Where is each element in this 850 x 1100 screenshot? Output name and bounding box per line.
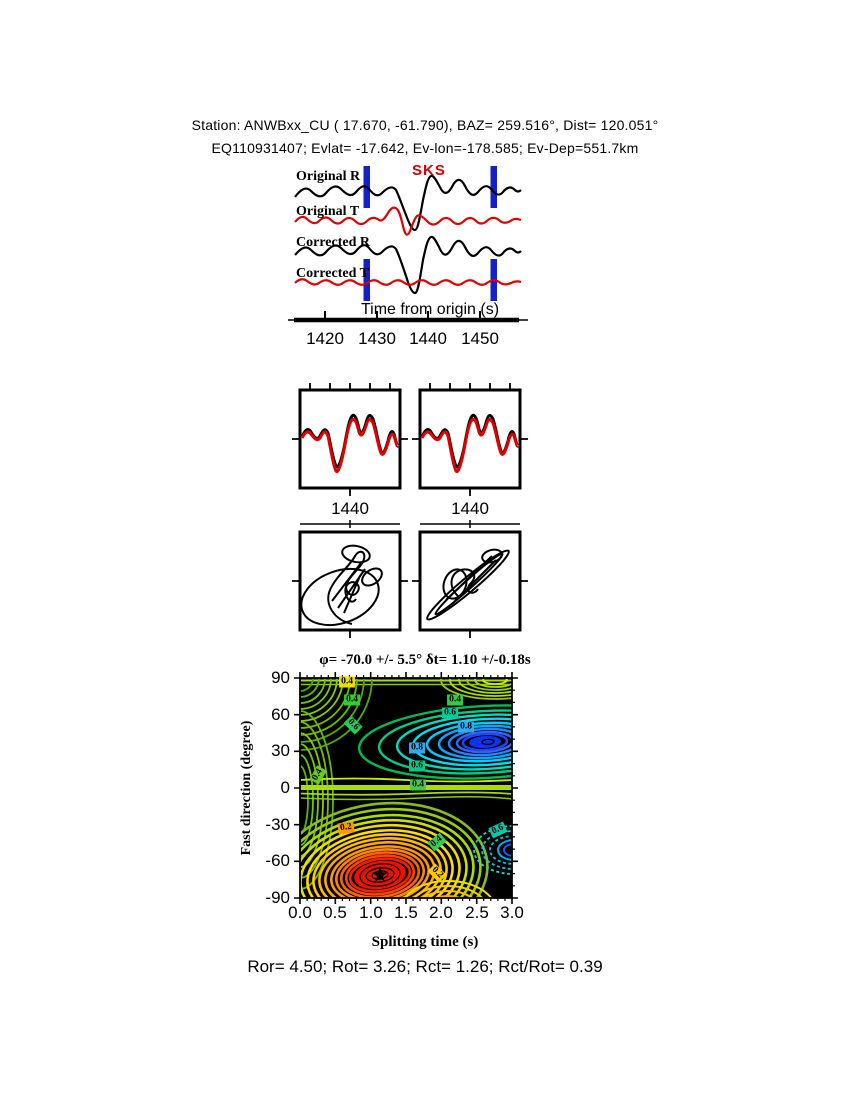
contour-label: 0.4 — [427, 833, 446, 852]
time-tick-1450: 1450 — [461, 329, 499, 348]
particle-motion-corrected — [423, 546, 513, 625]
ytick-60: 60 — [271, 705, 290, 724]
contour-label: 0.2 — [337, 821, 354, 834]
contour-label: 0.8 — [460, 721, 472, 732]
time-tick-1420: 1420 — [306, 329, 344, 348]
xtick-05: 0.5 — [323, 903, 347, 922]
y-axis-title: Fast direction (degree) — [239, 720, 254, 856]
window-panels-canvas — [283, 375, 533, 645]
contour-label: 0.8 — [411, 742, 423, 753]
contour-label: 0.2 — [427, 863, 446, 882]
xtick-25: 2.5 — [465, 903, 489, 922]
splitting-title: φ= -70.0 +/- 5.5° δt= 1.10 +/-0.18s — [319, 652, 531, 668]
window-marker-bars — [364, 166, 498, 301]
contour-label: 0.6 — [343, 715, 362, 734]
contour-label: 0.4 — [449, 694, 461, 705]
trace-label-corrected-r: Corrected R — [296, 235, 370, 250]
trace-label-corrected-t: Corrected T — [296, 266, 369, 281]
quality-stats: Ror= 4.50; Rot= 3.26; Rct= 1.26; Rct/Rot= 0.39 — [247, 957, 603, 976]
time-tick-1440: 1440 — [409, 329, 447, 348]
window-waveforms-original — [302, 415, 398, 471]
contour-label: 0.6 — [488, 822, 507, 839]
xtick-10: 1.0 — [359, 903, 383, 922]
contour-label: 0.4 — [412, 779, 424, 790]
error-surface-canvas — [292, 670, 520, 906]
window-tick-left: 1440 — [331, 499, 369, 518]
time-axis-label: Time from origin (s) — [360, 301, 500, 318]
contour-label: 0.6 — [444, 707, 456, 718]
ytick-neg90: -90 — [265, 888, 290, 907]
station-title: Station: ANWBxx_CU ( 17.670, -61.790), BAZ= 259.516°, Dist= 120.051° — [191, 117, 659, 133]
window-tick-right: 1440 — [451, 499, 489, 518]
contour-label: 0.4 — [341, 676, 353, 687]
particle-motion-original — [294, 543, 387, 635]
xtick-00: 0.0 — [288, 903, 312, 922]
trace-label-original-r: Original R — [296, 169, 361, 184]
ytick-0: 0 — [280, 778, 290, 797]
ytick-neg60: -60 — [265, 851, 290, 870]
xtick-15: 1.5 — [394, 903, 418, 922]
time-tick-1430: 1430 — [358, 329, 396, 348]
window-waveforms-corrected — [422, 415, 518, 471]
contour-label: 0.4 — [346, 694, 358, 705]
ytick-neg30: -30 — [265, 815, 290, 834]
xtick-30: 3.0 — [500, 903, 524, 922]
event-subtitle: EQ110931407; Evlat= -17.642, Ev-lon=-178.585; Ev-Dep=551.7km — [211, 140, 639, 156]
contour-label: 0.4 — [309, 765, 326, 784]
trace-label-original-t: Original T — [296, 204, 360, 219]
ytick-30: 30 — [271, 741, 290, 760]
x-axis-title: Splitting time (s) — [371, 934, 479, 950]
contour-label: 0.6 — [411, 760, 423, 771]
ytick-90: 90 — [271, 668, 290, 687]
phase-label-sks: SKS — [412, 162, 446, 179]
xtick-20: 2.0 — [429, 903, 453, 922]
